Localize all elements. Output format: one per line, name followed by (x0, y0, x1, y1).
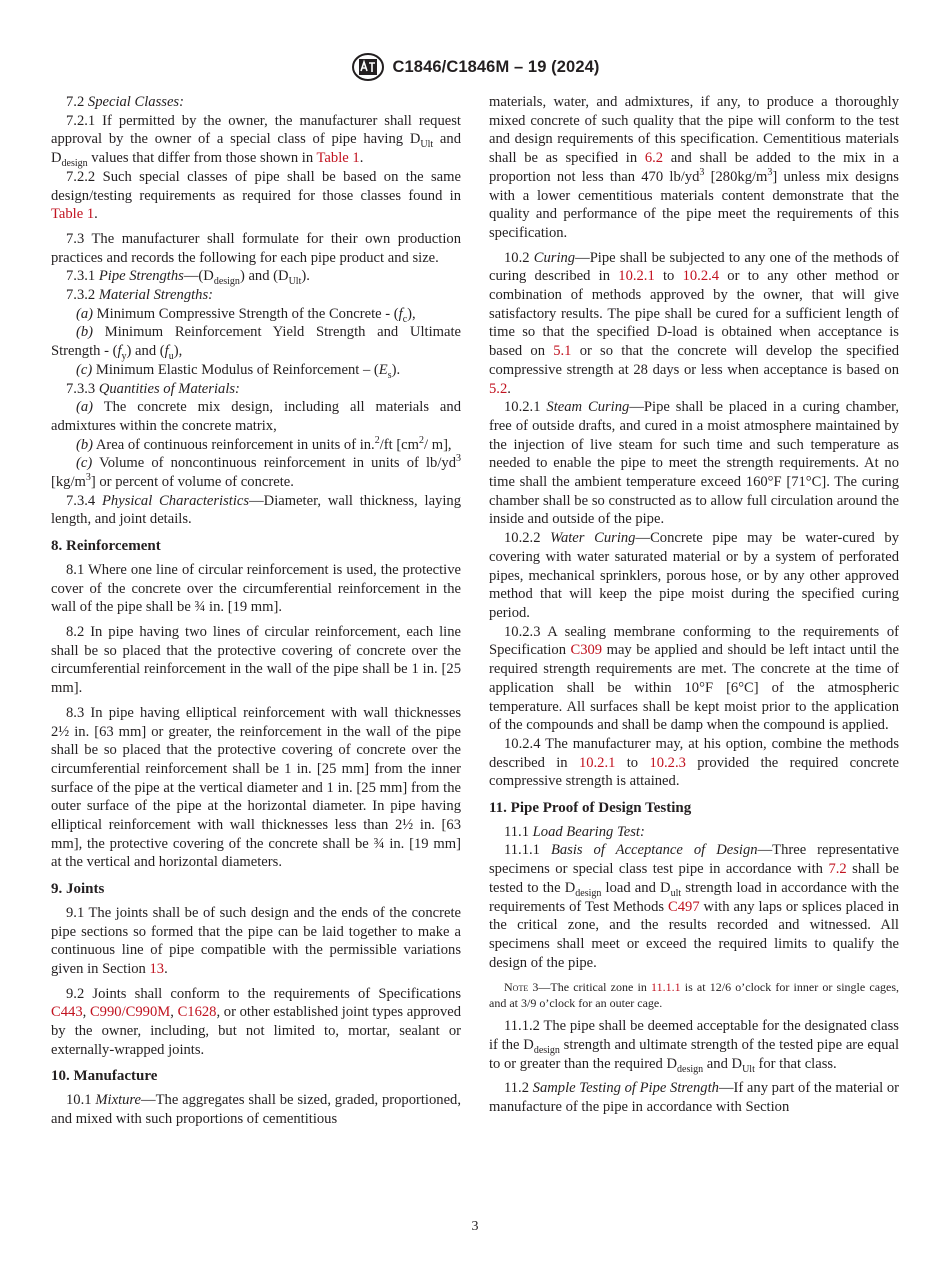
section-7-2: 7.2 Special Classes: (66, 94, 184, 110)
para-8-3: 8.3 In pipe having elliptical reinforcement with wall thicknesses 2½ in. [63 mm] or greater, the reinforcement in the wall of the pipe shall be so placed that the protective covering of concrete over the circumferential reinforcement shall be 1 in. [25 mm] from the inner surface of the pipe at the vertical diameter and 1 in. [25 mm] from the outer surface of the pipe at the horizontal diameter. In pipe having elliptical reinforcement with wall thicknesses less than 2½ in. [63 mm], the protective covering of the concrete shall be ¾ in. [19 mm] at the vertical and horizontal diameters. (51, 704, 461, 871)
c443-link[interactable]: C443 (51, 1004, 83, 1021)
astm-logo-icon (351, 52, 385, 82)
para-9-1: 9.1 The joints shall be of such design and the ends of the concrete pipe sections so formed that the pipe can be laid together to make a continuous line of pipe compatible with the permissible variations given in Section 13. (51, 904, 461, 977)
page-header (0, 52, 950, 82)
note-3: Note 3—The critical zone in 11.1.1 is at 12/6 o’clock for inner or single cages, and at 3/9 o’clock for an outer cage. (489, 980, 900, 1010)
para-7-2-2: 7.2.2 Such special classes of pipe shall be based on the same design/testing requirements as required for those classes found in Table 1. (51, 168, 461, 223)
para-10-2-2: 10.2.2 Water Curing—Concrete pipe may be water-cured by covering with water saturated material or by a system of perforated pipes, mechanical sprinklers, porous hose, or by any other approved method that will keep the pipe moist during the specified curing period. (489, 530, 899, 621)
para-9-2: 9.2 Joints shall conform to the requirements of Specifications C443, C990/C990M, C1628, or other established joint types approved by the owner, including, but not limited to, mortar, sealant or externally-wrapped joints. (51, 985, 462, 1058)
para-7-3-4: 7.3.4 Physical Characteristics—Diameter, wall thickness, laying length, and joint details. (51, 492, 461, 528)
section-13-link[interactable]: 13 (149, 960, 165, 977)
section-10-2-4-link[interactable]: 10.2.4 (682, 268, 720, 285)
section-10-2-3-link[interactable]: 10.2.3 (649, 754, 686, 771)
section-5-2-link[interactable]: 5.2 (489, 380, 508, 397)
para-8-2: 8.2 In pipe having two lines of circular reinforcement, each line shall be so placed that the protective covering of concrete over the circumferential reinforcement in the wall of the pipe shall be 1 in. [25 mm]. (51, 623, 461, 697)
para-7-3-2b: (b) Minimum Reinforcement Yield Strength and Ultimate Strength - $(f_y)$ and $(f_u)$, (51, 324, 461, 363)
para-7-3-3b: (b) Area of continuous reinforcement in units of in.$^2$/ft [$cm^2/$ m], (76, 434, 452, 453)
document-title: C1846/C1846M – 19 (2024) (392, 57, 600, 76)
para-11-1-2: 11.1.2 The pipe shall be deemed acceptable for the designated class if the $D_{design}$ strength and ultimate strength of the tested pipe are equal to or greater than the required $D_{design}$ and $D_{Ult}$ for that class. (489, 1018, 899, 1075)
table-1-link[interactable]: Table 1 (51, 206, 95, 223)
para-10-1: 10.1 Mixture—The aggregates shall be sized, graded, proportioned, and mixed with such proportions of cementitious (51, 1092, 462, 1127)
section-11-1-1-link[interactable]: 11.1.1 (651, 980, 681, 995)
para-7-3: 7.3 The manufacturer shall formulate for their own production practices and records the following for each pipe product and size. (51, 230, 461, 266)
table-1-link[interactable]: Table 1 (316, 150, 360, 167)
c309-link[interactable]: C309 (570, 642, 603, 659)
section-6-2-link[interactable]: 6.2 (644, 150, 664, 167)
para-8-1: 8.1 Where one line of circular reinforcement is used, the protective cover of the concrete over the circumferential reinforcement in the wall of the pipe shall be ¾ in. [19 mm]. (51, 561, 461, 616)
section-5-1-link[interactable]: 5.1 (553, 343, 572, 360)
section-7-2-link[interactable]: 7.2 (828, 861, 847, 878)
para-7-2-1: 7.2.1 If permitted by the owner, the manufacturer shall request approval by the owner of a special class of pipe having $D_{Ult}$ and $D_{design}$ values that differ from those shown in Table 1. (51, 112, 461, 170)
para-7-3-3a: (a) The concrete mix design, including all materials and admixtures within the concrete matrix, (51, 399, 461, 434)
section-10-2-1-link[interactable]: 10.2.1 (578, 754, 616, 771)
para-7-3-2: 7.3.2 Material Strengths: (66, 287, 214, 304)
heading-pipe-proof: 11. Pipe Proof of Design Testing (489, 800, 692, 817)
para-10-2: 10.2 Curing—Pipe shall be subjected to any one of the methods of curing described in 10.2.1 to 10.2.4 or to any other method or combination of methods approved by the owner, that will give satisfactory results. The pipe shall be cured for a sufficient length of time so that the specified D-load is obtained when acceptance is based on 5.1 or so that the concrete will develop the specified compressive strength at 28 days or less when acceptance is based on 5.2. (489, 249, 900, 397)
para-10-2-4: 10.2.4 The manufacturer may, at his option, combine the methods described in 10.2.1 to 10.2.3 provided the required concrete compressive strength is attained. (489, 735, 899, 790)
section-10-2-1-link[interactable]: 10.2.1 (618, 268, 655, 285)
para-11-2: 11.2 Sample Testing of Pipe Strength—If any part of the material or manufacture of the pipe in accordance with Section (489, 1080, 899, 1116)
page-number: 3 (471, 1219, 479, 1234)
para-10-2-1: 10.2.1 Steam Curing—Pipe shall be placed in a curing chamber, free of outside drafts, and cured in a moist atmosphere maintained by the injection of live steam for such time and such temperature as needed to enable the pipe to meet the strength requirements. At no time shall the ambient temperature exceed 160°F [71°C]. The curing chamber shall be so constructed as to allow full circulation around the inside and outside of the pipe. (489, 399, 899, 528)
para-7-3-3: 7.3.3 Quantities of Materials: (66, 380, 240, 397)
heading-reinforcement: 8. Reinforcement (51, 538, 161, 555)
para-7-3-3c: (c) Volume of noncontinuous reinforcement in units of $lb/yd^3$ $[kg/m^3]$ or percent of volume of concrete. (51, 453, 461, 491)
para-7-3-2a: (a) Minimum Compressive Strength of the Concrete - $(f_c)$, (76, 305, 416, 325)
right-column (489, 93, 899, 1117)
c1628-link[interactable]: C1628 (177, 1004, 217, 1021)
c497-link[interactable]: C497 (668, 898, 700, 915)
para-7-3-1: 7.3.1 Pipe $Strengths—(D_{design})$ and $(D_{Ult})$. (66, 268, 310, 288)
para-7-3-2c: (c) Minimum Elastic Modulus of Reinforcement – $(E_s)$. (76, 361, 401, 381)
c990-link[interactable]: C990/C990M (89, 1004, 171, 1021)
para-10-2-3: 10.2.3 A sealing membrane conforming to the requirements of Specification C309 may be applied and should be left intact until the required strength requirements are met. The concrete at the time of application shall be within 10°F [6°C] of the atmospheric temperature. All surfaces shall be kept moist prior to the application of the compounds and shall be damp when the compound is applied. (489, 623, 899, 734)
para-11-1: 11.1 Load Bearing Test: (504, 823, 645, 840)
left-column (51, 93, 461, 1129)
heading-joints: 9. Joints (51, 881, 105, 898)
para-10-1-cont: materials, water, and admixtures, if any, to produce a thoroughly mixed concrete of such quality that the pipe will conform to the test and design requirements of this specification. Cementitious materials shall be as specified in 6.2 and shall be added to the mix in a proportion not less than 470 $lb/yd^3$ $[280kg/m^3]$ unless mix designs with a lower cementitious materials content demonstrate that the quality and performance of the pipe meet the requirements of this specification. (489, 94, 899, 241)
heading-manufacture: 10. Manufacture (51, 1068, 158, 1085)
para-11-1-1: 11.1.1 Basis of Acceptance of Design—Three representative specimens or special class test pipe in accordance with 7.2 shall be tested to the $D_{design}$ load and $D_{ult}$ strength load in accordance with the requirements of Test Methods C497 with any laps or splices placed in the critical zone, and the results recorded and witnessed. All specimens shall meet or exceed the required limits to qualify the design of the pipe. (489, 842, 900, 971)
